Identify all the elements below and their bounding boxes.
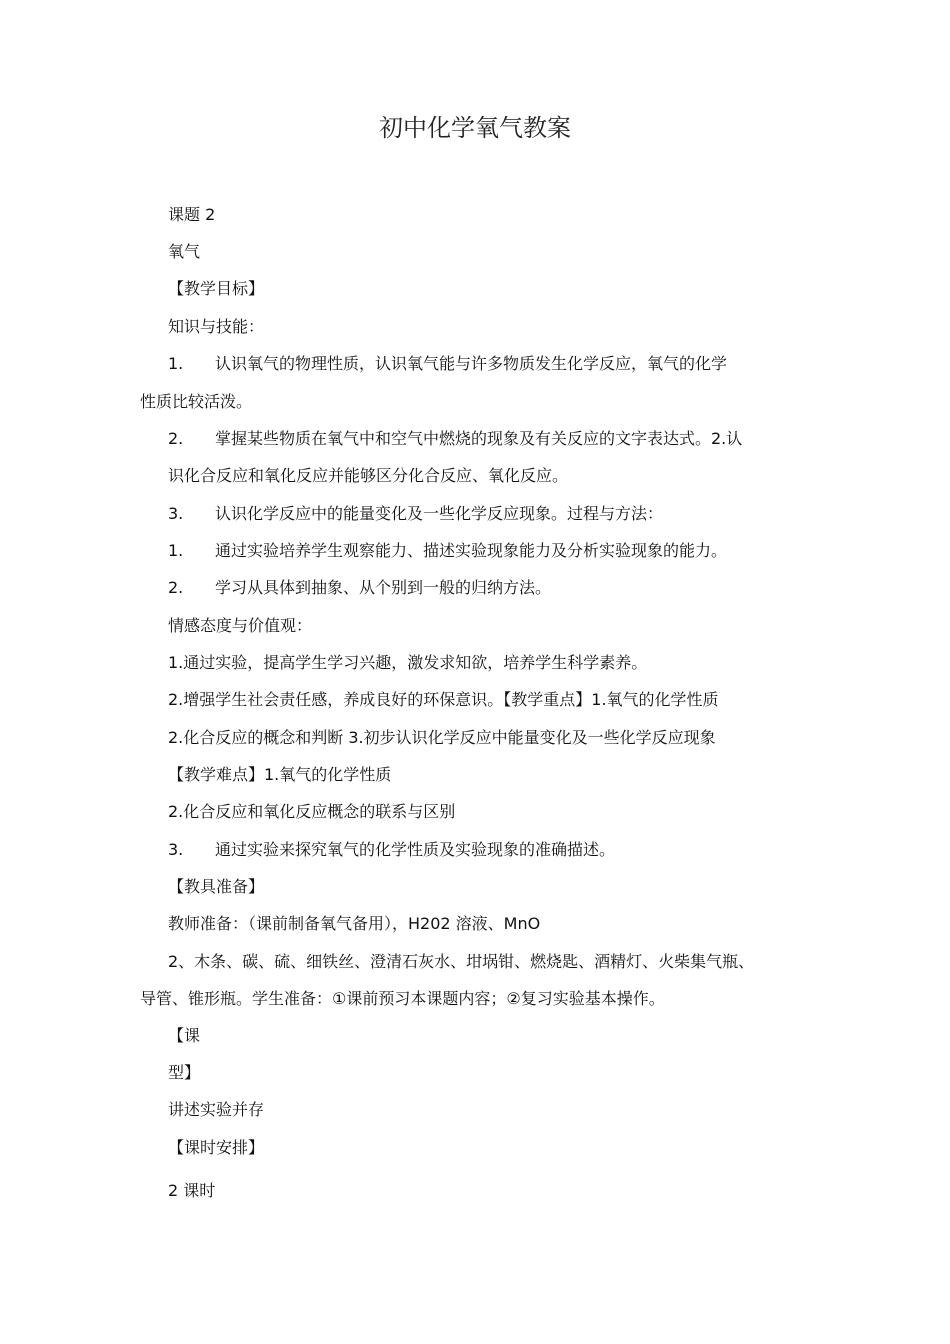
list-number: 3. bbox=[168, 840, 184, 859]
text-line: 2.化合反应和氧化反应概念的联系与区别 bbox=[168, 802, 456, 821]
section-heading-difficulties: 【教学难点】1.氧气的化学性质 bbox=[168, 765, 392, 784]
text-line-topic: 氧气 bbox=[168, 242, 201, 261]
list-item bbox=[168, 577, 551, 599]
text-line-continuation: 导管、锥形瓶。学生准备：①课前预习本课题内容；②复习实验基本操作。 bbox=[140, 989, 665, 1008]
text-line: 教师准备：（课前制备氧气备用），H202 溶液、MnO bbox=[168, 914, 541, 933]
text-line: 2 课时 bbox=[168, 1181, 216, 1200]
list-number: 1. bbox=[168, 354, 184, 373]
subheading-attitude-values: 情感态度与价值观： bbox=[168, 616, 313, 635]
text-line-lesson: 课题 2 bbox=[168, 205, 216, 224]
subheading-knowledge-skills: 知识与技能： bbox=[168, 317, 265, 336]
text-line-continuation: 性质比较活泼。 bbox=[140, 392, 253, 411]
list-item bbox=[168, 428, 742, 450]
section-heading-materials: 【教具准备】 bbox=[168, 877, 265, 896]
text-line: 2.化合反应的概念和判断 3.初步认识化学反应中能量变化及一些化学反应现象 bbox=[168, 728, 716, 747]
list-item bbox=[168, 353, 727, 375]
list-number: 3. bbox=[168, 504, 184, 523]
section-heading-lesson-type-part1: 【课 bbox=[168, 1026, 201, 1045]
list-item bbox=[168, 540, 727, 562]
text-line: 讲述实验并存 bbox=[168, 1100, 265, 1119]
text-line: 2、木条、碳、硫、细铁丝、澄清石灰水、坩埚钳、燃烧匙、酒精灯、火柴集气瓶、 bbox=[168, 952, 755, 971]
list-item bbox=[168, 503, 663, 525]
list-number: 1. bbox=[168, 541, 184, 560]
list-text: 掌握某些物质在氧气中和空气中燃烧的现象及有关反应的文字表达式。2.认 bbox=[215, 429, 743, 448]
list-text: 通过实验来探究氧气的化学性质及实验现象的准确描述。 bbox=[215, 840, 616, 859]
list-text: 认识化学反应中的能量变化及一些化学反应现象。过程与方法： bbox=[215, 504, 664, 523]
list-item bbox=[168, 839, 615, 861]
list-text: 认识氧气的物理性质，认识氧气能与许多物质发生化学反应，氧气的化学 bbox=[215, 354, 728, 373]
text-line: 1.通过实验，提高学生学习兴趣，激发求知欲，培养学生科学素养。 bbox=[168, 653, 648, 672]
list-number: 2. bbox=[168, 578, 184, 597]
list-text: 通过实验培养学生观察能力、描述实验现象能力及分析实验现象的能力。 bbox=[215, 541, 728, 560]
list-text: 学习从具体到抽象、从个别到一般的归纳方法。 bbox=[215, 578, 552, 597]
list-number: 2. bbox=[168, 429, 184, 448]
document-title: 初中化学氧气教案 bbox=[379, 114, 571, 142]
section-heading-objectives: 【教学目标】 bbox=[168, 279, 265, 298]
text-line: 2.增强学生社会责任感，养成良好的环保意识。【教学重点】1.氧气的化学性质 bbox=[168, 690, 719, 709]
text-line-continuation: 识化合反应和氧化反应并能够区分化合反应、氧化反应。 bbox=[168, 466, 569, 485]
section-heading-lesson-type-part2: 型】 bbox=[168, 1063, 201, 1082]
section-heading-schedule: 【课时安排】 bbox=[168, 1138, 265, 1157]
